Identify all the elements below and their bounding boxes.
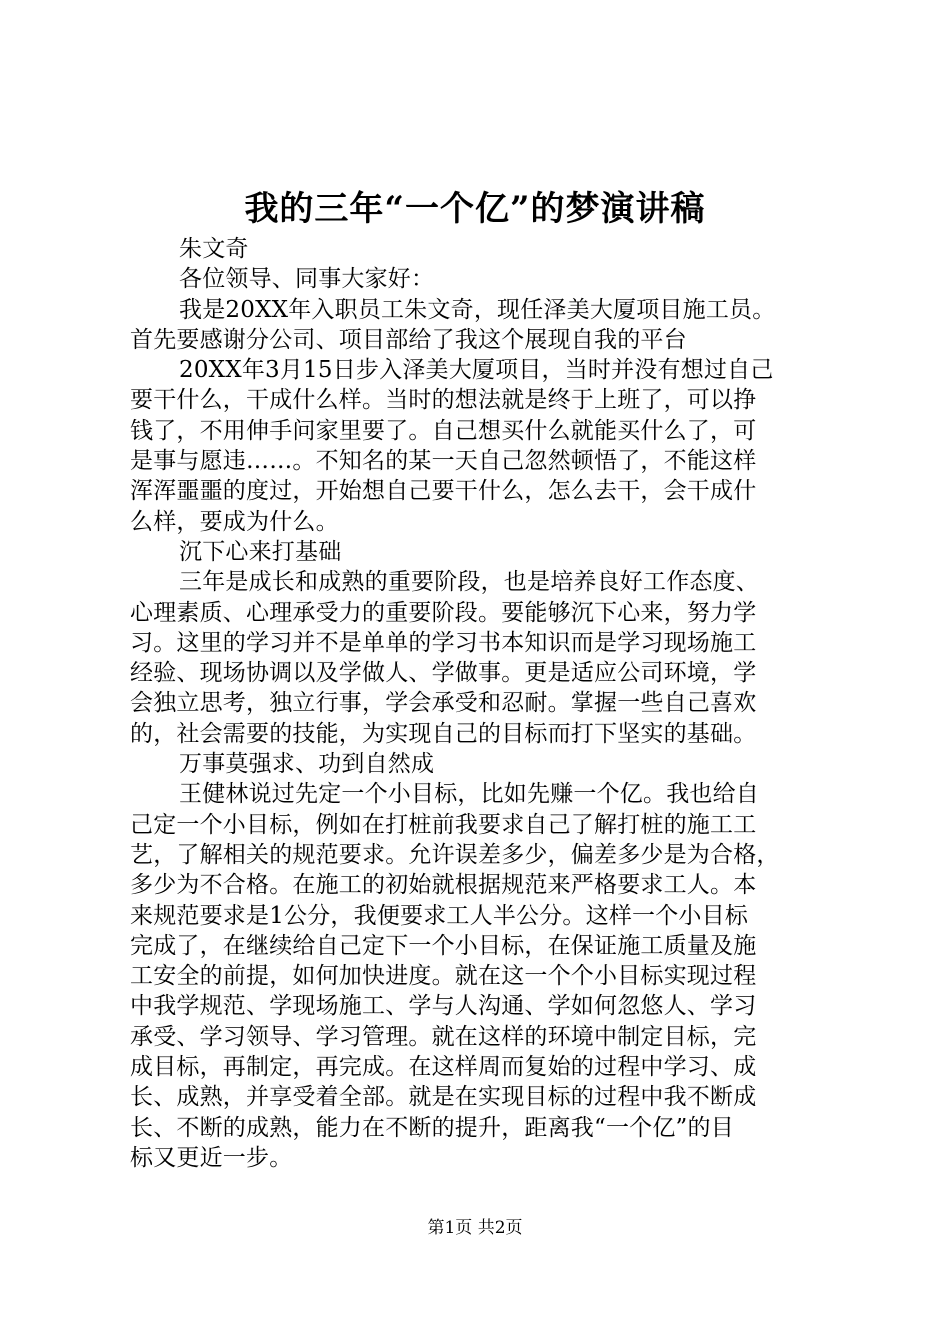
paragraph-line: 己定一个小目标，例如在打桩前我要求自己了解打桩的施工工 [130, 811, 757, 838]
paragraph-line: 的，社会需要的技能，为实现自己的目标而打下坚实的基础。 [130, 720, 757, 747]
paragraph-line: 我是20XX年入职员工朱文奇，现任泽美大厦项目施工员。 [179, 296, 776, 323]
paragraph-line: 标又更近一步。 [130, 1144, 293, 1171]
paragraph-line: 是事与愿违……。不知名的某一天自己忽然顿悟了，不能这样 [130, 448, 757, 475]
page-number: 第1页 共2页 [427, 1218, 523, 1238]
author-name: 朱文奇 [179, 236, 249, 262]
paragraph-line: 浑浑噩噩的度过，开始想自己要干什么，怎么去干，会干成什 [130, 478, 757, 505]
paragraph-line: 多少为不合格。在施工的初始就根据规范来严格要求工人。本 [130, 872, 757, 899]
paragraph-line: 钱了，不用伸手问家里要了。自己想买什么就能买什么了，可 [130, 417, 757, 444]
paragraph-line: 20XX年3月15日步入泽美大厦项目，当时并没有想过自己 [179, 357, 774, 384]
paragraph-line: 王健林说过先定一个小目标，比如先赚一个亿。我也给自 [179, 781, 759, 808]
paragraph-line: 么样，要成为什么。 [130, 508, 339, 535]
paragraph-line: 要干什么，干成什么样。当时的想法就是终于上班了，可以挣 [130, 387, 757, 414]
document-body [130, 234, 835, 1173]
paragraph-line: 心理素质、心理承受力的重要阶段。要能够沉下心来，努力学 [130, 599, 757, 626]
paragraph-line: 完成了，在继续给自己定下一个小目标，在保证施工质量及施 [130, 932, 757, 959]
section-heading: 万事莫强求、功到自然成 [179, 751, 435, 778]
greeting: 各位领导、同事大家好： [179, 266, 435, 293]
paragraph-line: 艺，了解相关的规范要求。允许误差多少，偏差多少是为合格， [130, 841, 780, 868]
section-heading: 沉下心来打基础 [179, 538, 342, 565]
paragraph-line: 中我学规范、学现场施工、学与人沟通、学如何忽悠人、学习 [130, 993, 757, 1020]
paragraph-line: 习。这里的学习并不是单单的学习书本知识而是学习现场施工 [130, 629, 757, 656]
paragraph-line: 工安全的前提，如何加快进度。就在这一个个小目标实现过程 [130, 963, 757, 990]
paragraph-line: 长、成熟，并享受着全部。就是在实现目标的过程中我不断成 [130, 1084, 757, 1111]
paragraph-line: 首先要感谢分公司、项目部给了我这个展现自我的平台 [130, 326, 687, 353]
paragraph-line: 承受、学习领导、学习管理。就在这样的环境中制定目标，完 [130, 1023, 757, 1050]
paragraph-line: 经验、现场协调以及学做人、学做事。更是适应公司环境，学 [130, 660, 757, 687]
paragraph-line: 会独立思考，独立行事，学会承受和忍耐。掌握一些自己喜欢 [130, 690, 757, 717]
paragraph-line: 来规范要求是1公分，我便要求工人半公分。这样一个小目标 [130, 902, 749, 929]
document-title: 我的三年“一个亿”的梦演讲稿 [244, 189, 706, 229]
paragraph-line: 长、不断的成熟，能力在不断的提升，距离我“一个亿”的目 [130, 1114, 734, 1141]
paragraph-line: 三年是成长和成熟的重要阶段，也是培养良好工作态度、 [179, 569, 759, 596]
paragraph-line: 成目标，再制定，再完成。在这样周而复始的过程中学习、成 [130, 1054, 757, 1081]
